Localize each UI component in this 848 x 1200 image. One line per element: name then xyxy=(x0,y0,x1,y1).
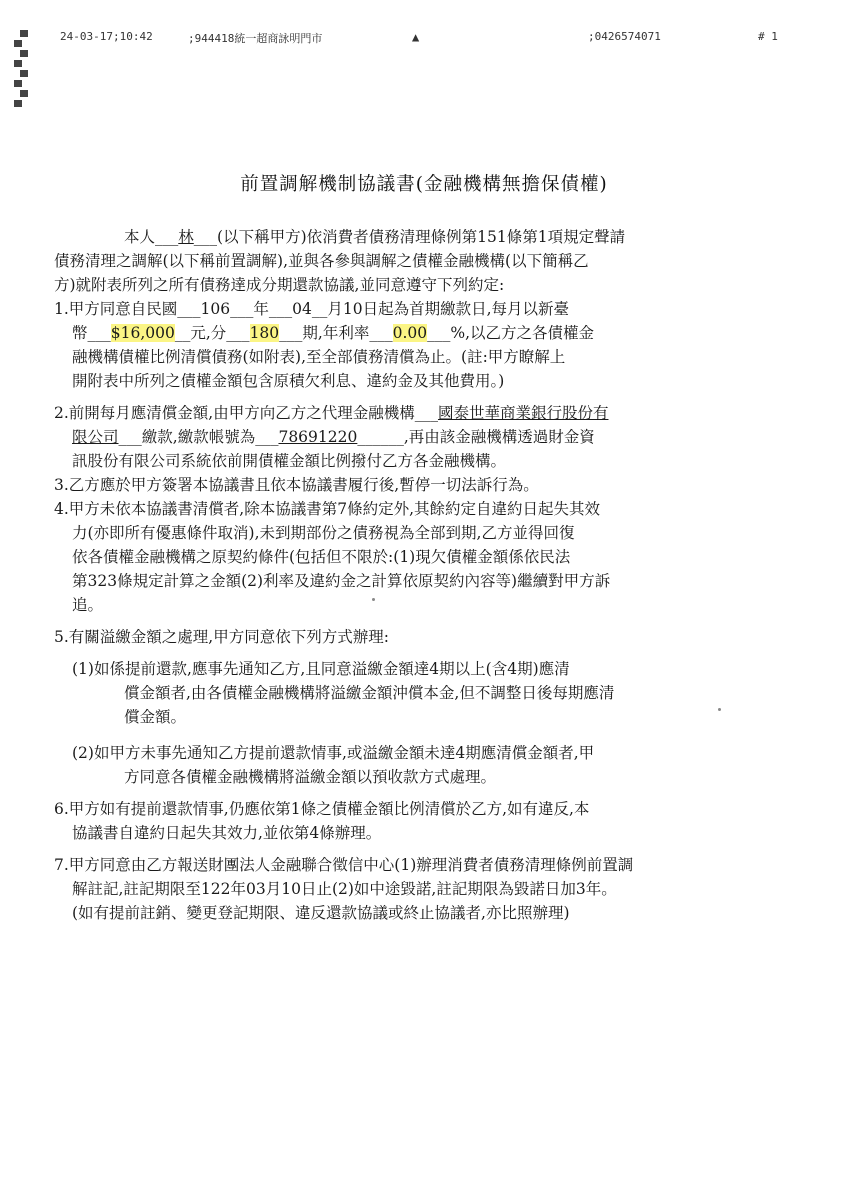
clause-2-line-1: 2.前開每月應清償金額,由甲方向乙方之代理金融機構___國泰世華商業銀行股份有 xyxy=(54,404,609,422)
intro-line-1: 本人___林___(以下稱甲方)依消費者債務清理條例第151條第1項規定聲請 xyxy=(124,228,626,246)
clause-7-line-2: 解註記,註記期限至122年03月10日止(2)如中途毀諾,註記期限為毀諾日加3年。 xyxy=(72,880,617,898)
clause-5-sub-1-line-3: 償金額。 xyxy=(124,708,187,726)
clause-5-sub-1-line-2: 償金額者,由各債權金融機構將溢繳金額沖償本金,但不調整日後每期應清 xyxy=(124,684,615,702)
clause-3: 3.乙方應於甲方簽署本協議書且依本協議書履行後,暫停一切法訴行為。 xyxy=(54,476,539,494)
clause-5-sub-2-line-1: (2)如甲方未事先通知乙方提前還款情事,或溢繳金額未達4期應清償金額者,甲 xyxy=(72,744,595,762)
clause-7-line-1: 7.甲方同意由乙方報送財團法人金融聯合徵信中心(1)辦理消費者債務清理條例前置調 xyxy=(54,856,634,874)
clause-4-line-5: 追。 xyxy=(72,596,104,614)
agent-bank: 國泰世華商業銀行股份有 xyxy=(437,404,609,422)
fax-datetime: 24-03-17;10:42 xyxy=(60,30,153,43)
clause-6-line-2: 協議書自違約日起失其效力,並依第4條辦理。 xyxy=(72,824,382,842)
clause-5-sub-2-line-2: 方同意各債權金融機構將溢繳金額以預收款方式處理。 xyxy=(124,768,497,786)
document-title: 前置調解機制協議書(金融機構無擔保債權) xyxy=(240,174,608,195)
clause-5-sub-1-line-1: (1)如係提前還款,應事先通知乙方,且同意溢繳金額達4期以上(含4期)應清 xyxy=(72,660,570,678)
debtor-name: 林 xyxy=(178,228,194,246)
fax-arrow-icon: ▲ xyxy=(412,30,420,44)
payment-account: 78691220 xyxy=(278,428,358,446)
intro-line-3: 方)就附表所列之所有債務達成分期還款協議,並同意遵守下列約定: xyxy=(54,276,505,294)
clause-4-line-3: 依各債權金融機構之原契約條件(包括但不限於:(1)現欠債權金額係依民法 xyxy=(72,548,571,566)
clause-1-line-1: 1.甲方同意自民國___106___年___04__月10日起為首期繳款日,每月以新臺 xyxy=(54,300,570,318)
clause-1-line-3: 融機構債權比例清償債務(如附表),至全部債務清償為止。(註:甲方瞭解上 xyxy=(72,348,566,366)
clause-6-line-1: 6.甲方如有提前還款情事,仍應依第1條之債權金額比例清償於乙方,如有違反,本 xyxy=(54,800,590,818)
fax-phone: ;0426574071 xyxy=(588,30,661,43)
clause-4-line-1: 4.甲方未依本協議書清償者,除本協議書第7條約定外,其餘約定自違約日起失其效 xyxy=(54,500,601,518)
monthly-amount: $16,000 xyxy=(110,324,175,342)
scan-edge-marks xyxy=(14,30,32,110)
clause-4-line-2: 力(亦即所有優惠條件取消),未到期部份之債務視為全部到期,乙方並得回復 xyxy=(72,524,575,542)
clause-2-line-3: 訊股份有限公司系統依前開債權金額比例撥付乙方各金融機構。 xyxy=(72,452,507,470)
start-year: 106 xyxy=(200,300,231,318)
agreement-body xyxy=(54,225,794,925)
clause-2-line-2: 限公司___繳款,繳款帳號為___78691220______,再由該金融機構透過財金資 xyxy=(72,428,595,446)
clause-1-line-4: 開附表中所列之債權金額包含原積欠利息、違約金及其他費用。) xyxy=(72,372,505,390)
fax-header xyxy=(60,30,800,50)
scan-speck xyxy=(718,708,721,711)
clause-1-line-2: 幣___$16,000__元,分___180___期,年利率___0.00___%,以乙方之各債權金 xyxy=(72,324,595,342)
annual-rate: 0.00 xyxy=(392,324,428,342)
clause-7-line-3: (如有提前註銷、變更登記期限、違反還款協議或終止協議者,亦比照辦理) xyxy=(72,904,570,922)
clause-4-line-4: 第323條規定計算之金額(2)利率及違約金之計算依原契約內容等)繼續對甲方訴 xyxy=(72,572,611,590)
clause-5-heading: 5.有關溢繳金額之處理,甲方同意依下列方式辦理: xyxy=(54,628,389,646)
scan-speck xyxy=(372,598,375,601)
start-month: 04 xyxy=(292,300,312,318)
fax-sender: ;944418統一超商詠明門市 xyxy=(188,32,323,45)
fax-page-number: # 1 xyxy=(758,30,778,43)
intro-line-2: 債務清理之調解(以下稱前置調解),並與各參與調解之債權金融機構(以下簡稱乙 xyxy=(54,252,589,270)
installment-periods: 180 xyxy=(249,324,280,342)
